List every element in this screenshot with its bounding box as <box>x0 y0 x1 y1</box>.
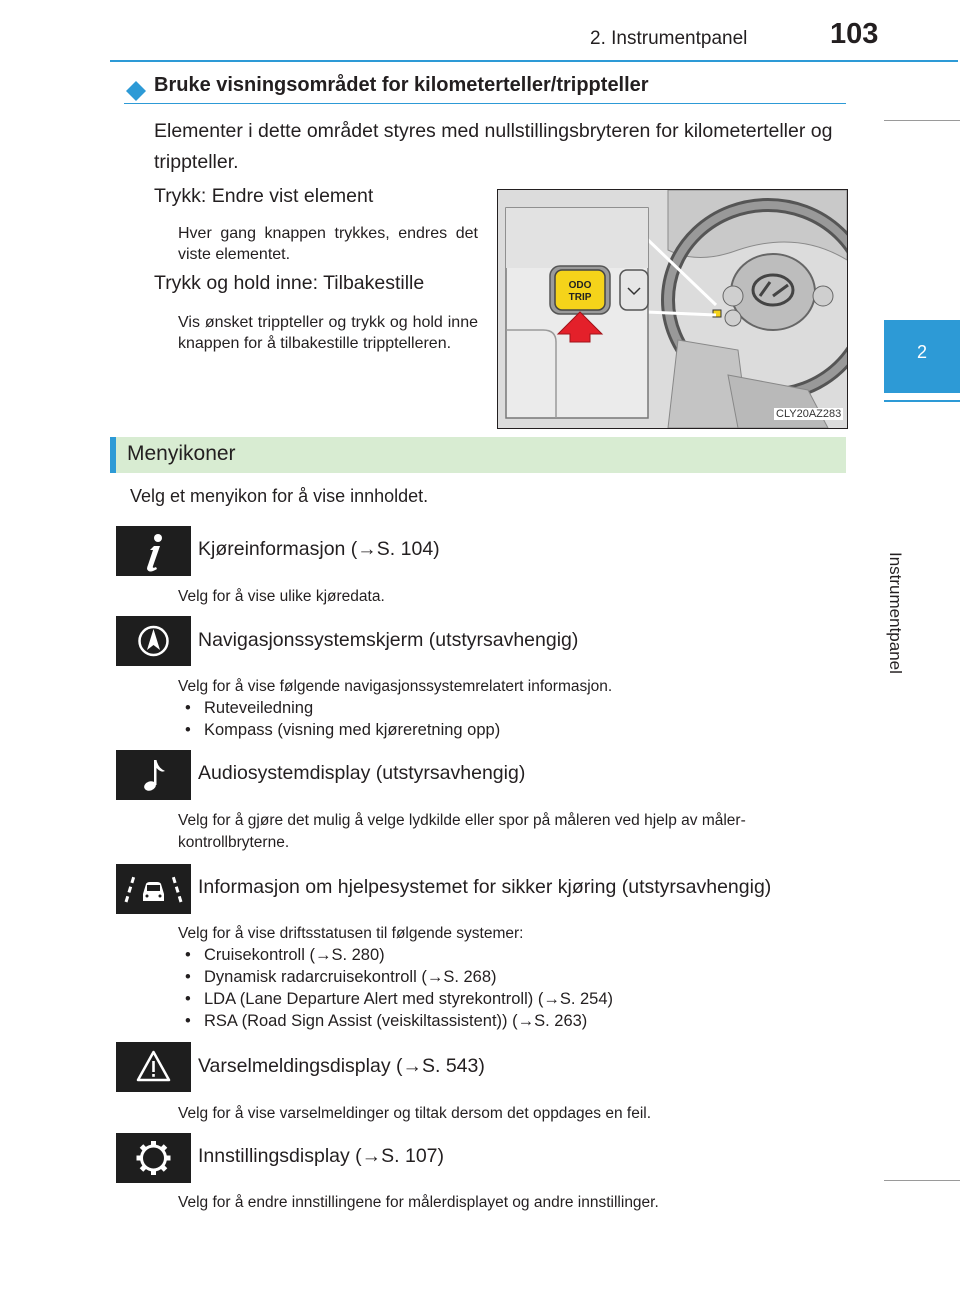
side-divider-bottom <box>884 1180 960 1181</box>
menu-item-bullet: • Cruisekontroll (→S. 280) <box>185 944 385 966</box>
menu-item-description: Velg for å endre innstillingene for målerdisplayet og andre innstillinger. <box>178 1194 659 1211</box>
info-icon <box>116 526 191 576</box>
menu-intro: Velg et menyikon for å vise innholdet. <box>130 486 429 506</box>
svg-text:TRIP: TRIP <box>568 292 592 303</box>
page-number: 103 <box>830 18 879 50</box>
gear-icon <box>116 1133 191 1183</box>
header-divider <box>110 60 958 62</box>
menu-item-title: Kjøreinformasjon (→S. 104) <box>198 538 440 560</box>
banner-accent-bar <box>110 437 116 473</box>
warning-icon <box>116 1042 191 1092</box>
subsection-banner <box>110 437 846 473</box>
press-action-description: Hver gang knappen trykkes, endres det viste elementet. <box>178 225 478 263</box>
menu-item-title: Informasjon om hjelpesystemet for sikker kjøring (utstyrsavhengig) <box>198 876 772 898</box>
section-intro: Elementer i dette området styres med nullstillingsbryteren for kilometerteller og trippteller. <box>154 120 833 173</box>
driving-assist-icon <box>116 864 191 914</box>
section-heading-rule <box>124 103 846 104</box>
side-divider-top <box>884 120 960 121</box>
subsection-title: Menyikoner <box>127 442 236 465</box>
chapter-label: Instrumentpanel <box>886 552 905 674</box>
menu-item-title: Innstillingsdisplay (→S. 107) <box>198 1145 445 1167</box>
chapter-tab <box>884 320 960 393</box>
menu-item-bullet: • RSA (Road Sign Assist (veiskiltassistent)) (→S. 263) <box>185 1010 587 1032</box>
running-header: 2. Instrumentpanel <box>590 28 748 49</box>
press-action-title: Trykk: Endre vist element <box>154 185 374 207</box>
menu-item-description: Velg for å vise følgende navigasjonssystemrelatert informasjon. <box>178 678 613 695</box>
menu-item-description: Velg for å vise driftsstatusen til følgende systemer: <box>178 925 524 942</box>
diamond-bullet-icon <box>124 79 148 103</box>
menu-item-description: Velg for å gjøre det mulig å velge lydkilde eller spor på måleren ved hjelp av måler-kontrollbryterne. <box>178 812 746 851</box>
menu-item-title: Navigasjonssystemskjerm (utstyrsavhengig) <box>198 629 579 651</box>
navigation-icon <box>116 616 191 666</box>
illustration-code: CLY20AZ283 <box>776 408 842 420</box>
menu-item-bullet: • LDA (Lane Departure Alert med styrekontroll) (→S. 254) <box>185 988 613 1010</box>
chapter-tab-underline <box>884 400 960 402</box>
menu-item-description: Velg for å vise varselmeldinger og tiltak dersom det oppdages en feil. <box>178 1105 652 1122</box>
menu-item-description: Velg for å vise ulike kjøredata. <box>178 588 385 605</box>
hold-action-title: Trykk og hold inne: Tilbakestille <box>154 272 425 294</box>
menu-item-bullet: • Dynamisk radarcruisekontroll (→S. 268) <box>185 966 497 988</box>
svg-text:ODO: ODO <box>568 280 592 291</box>
menu-item-bullet: • Kompass (visning med kjøreretning opp) <box>185 719 500 741</box>
section-heading: Bruke visningsområdet for kilometerteller/trippteller <box>154 74 649 96</box>
menu-item-title: Audiosystemdisplay (utstyrsavhengig) <box>198 762 526 784</box>
menu-item-bullet: • Ruteveiledning <box>185 697 313 719</box>
chapter-number: 2 <box>916 342 927 362</box>
music-note-icon <box>116 750 191 800</box>
hold-action-description: Vis ønsket trippteller og trykk og hold inne knappen for å tilbakestille tripptelleren. <box>178 314 478 352</box>
menu-item-title: Varselmeldingsdisplay (→S. 543) <box>198 1055 485 1077</box>
steering-wheel-illustration <box>497 189 848 429</box>
